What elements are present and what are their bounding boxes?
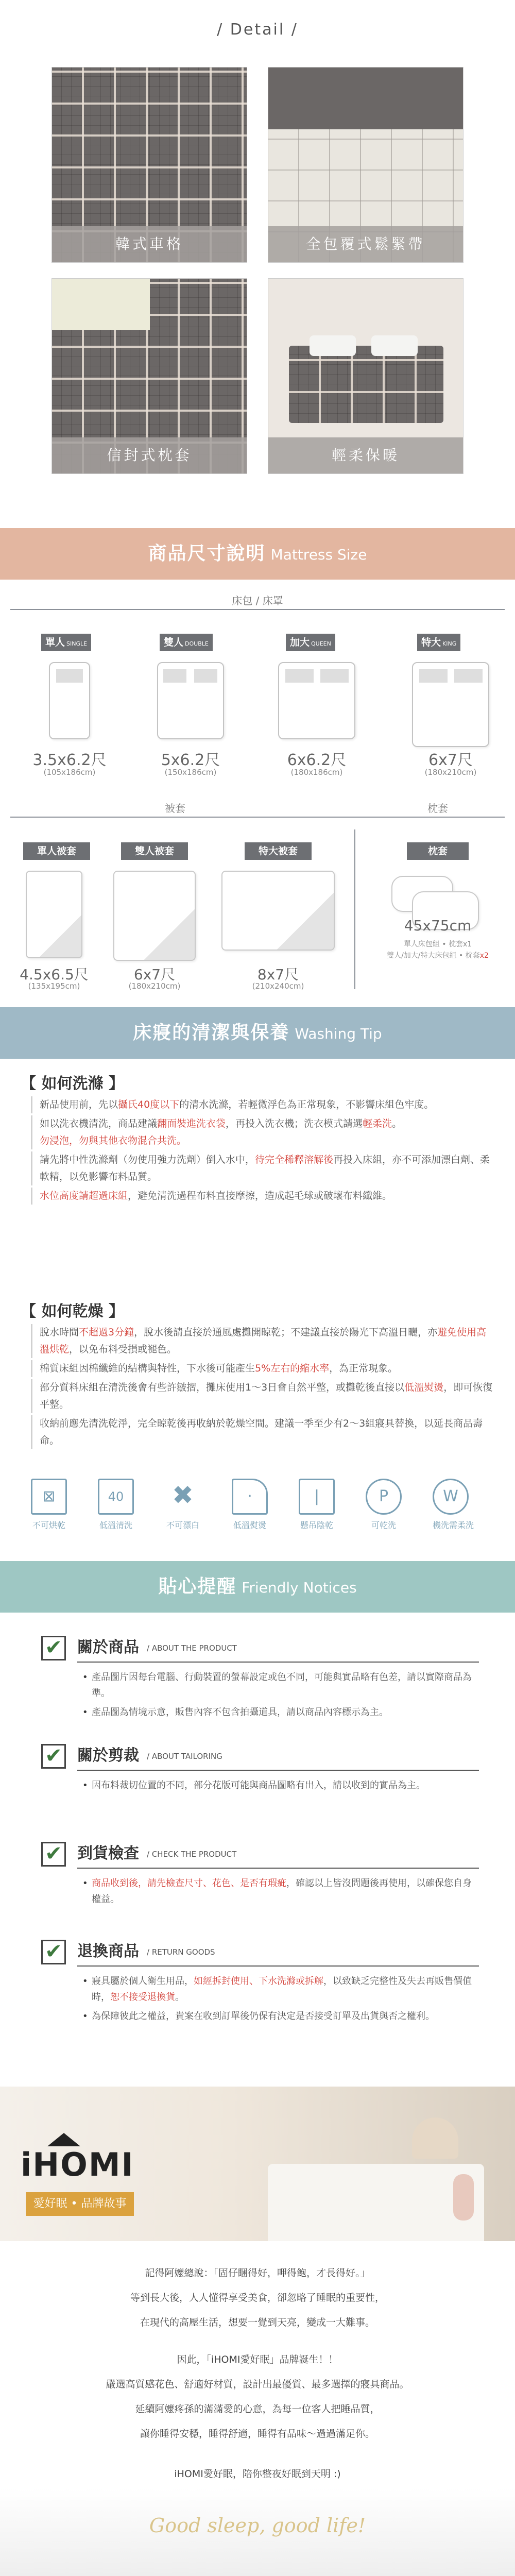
pillowcase-size: 45x75cm <box>404 917 472 934</box>
bed-icon <box>412 662 489 747</box>
bed-icon <box>278 662 355 739</box>
check-icon: ✔ <box>41 1842 66 1867</box>
bed-size-cm: (105x186cm) <box>43 768 96 777</box>
detail-photo-plaid <box>52 67 247 263</box>
notice-rule <box>77 1662 479 1663</box>
pillowcase-heading: 枕套 <box>427 802 448 815</box>
bed-size-cm: (180x186cm) <box>290 768 343 777</box>
check-icon: ✔ <box>41 1636 66 1660</box>
pillowcase-note: 雙人/加大/特大床包組 • 枕套x2 <box>387 952 489 960</box>
wash-item: 新品使用前，先以攝氏40度以下的清水洗滌，若輕微浮色為正常現象，不影響床組色牢度。 <box>31 1096 494 1113</box>
care-icon-low-temp-wash: 40 低溫清洗 <box>88 1479 144 1531</box>
duvet-size: 8x7尺 <box>257 966 299 983</box>
brand-script: Good sleep, good life! <box>149 2514 366 2537</box>
notice-line: • 商品收到後，請先檢查尺寸、花色、是否有瑕疵，確認以上皆沒問題後再使用，以確保您自身權益。 <box>82 1875 479 1907</box>
wash-banner-title: 床寢的清潔與保養 <box>133 1022 290 1043</box>
notice-subtitle: / ABOUT THE PRODUCT <box>147 1643 237 1653</box>
duvet-icon <box>221 871 335 951</box>
wash-banner-en: Washing Tip <box>295 1025 382 1042</box>
duvet-icon <box>113 871 196 961</box>
size-banner-title: 商品尺寸說明 <box>148 543 266 564</box>
size-banner <box>0 528 515 580</box>
check-icon: ✔ <box>41 1940 66 1964</box>
bed-size-cm: (180x210cm) <box>424 768 477 777</box>
bed-double <box>149 634 252 788</box>
bed-tag: 雙人 DOUBLE <box>160 634 213 651</box>
photo-caption: 全包覆式鬆緊帶 <box>268 226 463 262</box>
notice-list <box>82 1777 479 1793</box>
dry-item: 收納前應先清洗乾淨，完全晾乾後再收納於乾燥空間。建議一季至少有2～3組寢具替換，以延長商品壽命。 <box>31 1415 494 1449</box>
logo-roof-icon <box>47 2133 80 2146</box>
bed-spread <box>289 346 443 423</box>
story-line: 延續阿嬤疼孫的滿滿愛的心意，為每一位客人把睡品質， <box>135 2403 380 2415</box>
notice-banner <box>0 1561 515 1613</box>
wash-item: 如以洗衣機清洗，商品建議翻面裝進洗衣袋，再投入洗衣機；洗衣模式請選輕柔洗。 勿浸泡，勿與其他衣物混合共洗。 <box>31 1115 494 1149</box>
story-line: iHOMI愛好眠，陪你整夜好眠到天明 :) <box>174 2468 341 2480</box>
care-icon-no-bleach: ✖ 不可漂白 <box>166 1480 199 1530</box>
photo-caption: 韓式車格 <box>52 226 247 262</box>
pillow-white <box>371 335 418 356</box>
notice-line: • 為保障彼此之權益，貴案在收到訂單後仍保有決定是否接受訂單及出貨與否之權利。 <box>82 2008 479 2024</box>
check-icon: ✔ <box>41 1744 66 1769</box>
cream-pillow <box>52 279 150 330</box>
sheet-heading: 床包 / 床罩 <box>232 595 283 607</box>
how-to-wash-title: 【 如何洗滌 】 <box>21 1075 124 1093</box>
story-line: 嚴選高質感花色、舒適好材質，設計出最優質、最多選擇的寢具商品。 <box>106 2379 409 2390</box>
notice-list <box>82 1875 479 1907</box>
duvet-size-cm: (180x210cm) <box>128 981 181 991</box>
bed-single <box>26 634 129 788</box>
care-icon-gentle-wash: W 機洗需柔洗 <box>422 1479 484 1531</box>
sheet-rule <box>10 609 505 610</box>
duvet-size-cm: (210x240cm) <box>252 981 304 991</box>
notice-line: • 因布料裁切位置的不同，部分花版可能與商品圖略有出入，請以收到的實品為主。 <box>82 1777 479 1793</box>
bed-tag: 特大 KING <box>417 634 460 651</box>
dry-item: 脫水時間不超過3分鐘，脫水後請直接於通風處攤開晾乾；不建議直接於陽光下高溫日曬，亦避免使用高溫烘乾，以免布料受損或褪色。 <box>31 1324 494 1358</box>
how-to-wash-list <box>31 1096 494 1207</box>
story-line: 讓你睡得安穩，睡得舒適，睡得有品味～過過滿足你。 <box>140 2428 375 2439</box>
notice-banner-en: Friendly Notices <box>242 1579 357 1596</box>
duvet-size: 4.5x6.5尺 <box>20 966 89 983</box>
notice-rule <box>77 1965 479 1967</box>
bed-tag: 加大 QUEEN <box>286 634 335 651</box>
care-icon-low-iron: · 低溫熨燙 <box>221 1479 278 1531</box>
duvet-tag: 單人被套 <box>23 842 90 860</box>
detail-photo-pillowcase <box>52 278 247 474</box>
notice-rule <box>77 1770 479 1771</box>
pillow-white <box>310 335 356 356</box>
duvet-tag: 雙人被套 <box>121 842 188 860</box>
brand-story <box>0 2264 515 2483</box>
story-line: 因此，「iHOMI愛好眠」品牌誕生！！ <box>177 2354 338 2365</box>
notice-line: • 寢具屬於個人衛生用品，如經拆封使用、下水洗滌或拆解，以致缺乏完整性及失去再販售價值時，恕不接受退換貨。 <box>82 1973 479 2005</box>
bed-size: 3.5x6.2尺 <box>32 751 107 769</box>
notice-subtitle: / CHECK THE PRODUCT <box>147 1850 237 1859</box>
duvet-heading: 被套 <box>165 802 185 815</box>
notice-line: • 產品圖片因每台電腦、行動裝置的螢幕設定或色不同，可能與實品略有色差，請以實際商品為準。 <box>82 1669 479 1701</box>
story-line <box>0 2331 515 2349</box>
bed-king <box>397 634 500 788</box>
wash-banner <box>0 1007 515 1059</box>
brand-logo: iHOMI <box>21 2146 134 2183</box>
duvet-tag: 特大被套 <box>245 842 312 860</box>
size-banner-en: Mattress Size <box>270 546 367 563</box>
dry-item: 棉質床組因棉纖維的結構與特性，下水後可能產生5%左右的縮水率，為正常現象。 <box>31 1360 494 1377</box>
wash-item: 水位高度請超過床組，避免清洗過程布料直接摩擦，造成起毛球或破壞布料纖維。 <box>31 1188 494 1205</box>
story-line <box>0 2443 515 2460</box>
care-icon-row <box>21 1479 494 1546</box>
wash-item: 請先將中性洗滌劑（勿使用強力洗劑）倒入水中，待完全稀釋溶解後再投入床組，亦不可添加漂白劑、柔軟精，以免影響布料品質。 <box>31 1151 494 1185</box>
care-icon-dry-clean: P 可乾洗 <box>355 1479 412 1531</box>
notice-title: 退換商品 <box>77 1942 139 1960</box>
notice-title: 到貨檢查 <box>77 1844 139 1862</box>
notice-title: 關於剪裁 <box>77 1747 139 1765</box>
bed-photo-shape <box>268 2164 484 2241</box>
pillowcase-note: 單人床包組 • 枕套x1 <box>403 940 472 948</box>
story-line: 在現代的高壓生活，想要一覺到天亮，變成一大難事。 <box>140 2317 375 2328</box>
duvet-icon <box>26 871 82 958</box>
fitted-sheet-dark <box>268 67 464 129</box>
notice-line: • 產品圖為情境示意，販售內容不包含拍攝道具，請以商品內容標示為主。 <box>82 1704 479 1720</box>
bed-size: 6x7尺 <box>428 751 473 769</box>
story-line: 等到長大後，人人懂得享受美食，卻忽略了睡眠的重要性， <box>130 2292 385 2303</box>
pillowcase-tag: 枕套 <box>407 842 469 860</box>
how-to-dry-title: 【 如何乾燥 】 <box>21 1302 124 1320</box>
photo-caption: 信封式枕套 <box>52 437 247 473</box>
photo-caption: 輕柔保暖 <box>268 437 463 473</box>
notice-subtitle: / ABOUT TAILORING <box>147 1752 222 1761</box>
bed-icon <box>49 662 90 739</box>
notice-title: 關於商品 <box>77 1638 139 1656</box>
section-divider <box>354 829 355 989</box>
detail-photo-elastic <box>268 67 464 263</box>
bed-size: 6x6.2尺 <box>287 751 347 769</box>
notice-subtitle: / RETURN GOODS <box>147 1947 215 1957</box>
duvet-size: 6x7尺 <box>133 966 176 983</box>
bed-icon <box>157 662 224 739</box>
detail-title: / Detail / <box>217 21 298 39</box>
notice-rule <box>77 1868 479 1869</box>
duvet-size-cm: (135x195cm) <box>28 981 80 991</box>
notice-list <box>82 1669 479 1720</box>
duvet-rule <box>10 817 505 818</box>
brand-story-tag: 愛好眠 • 品牌故事 <box>26 2192 134 2216</box>
how-to-dry-list <box>31 1324 494 1451</box>
bed-queen <box>273 634 376 788</box>
bed-size: 5x6.2尺 <box>161 751 220 769</box>
notice-list <box>82 1973 479 2024</box>
lamp-shape <box>412 2117 458 2159</box>
care-icon-hang-dry: | 懸吊陰乾 <box>288 1479 345 1531</box>
notice-banner-title: 貼心提醒 <box>158 1576 237 1597</box>
detail-photo-bedroom <box>268 278 464 474</box>
vase-shape <box>453 2174 474 2221</box>
bed-tag: 單人 SINGLE <box>41 634 91 651</box>
bed-size-cm: (150x186cm) <box>164 768 217 777</box>
dry-item: 部分質料床組在清洗後會有些許皺摺，攤床使用1～3日會自然平整，或攤乾後直接以低溫熨燙，即可恢復平整。 <box>31 1379 494 1413</box>
care-icon-no-tumble-dry: ⊠ 不可烘乾 <box>21 1479 77 1531</box>
story-line: 記得阿嬤總說：「固仔睏得好，呷得飽，才長得好。」 <box>145 2267 370 2279</box>
